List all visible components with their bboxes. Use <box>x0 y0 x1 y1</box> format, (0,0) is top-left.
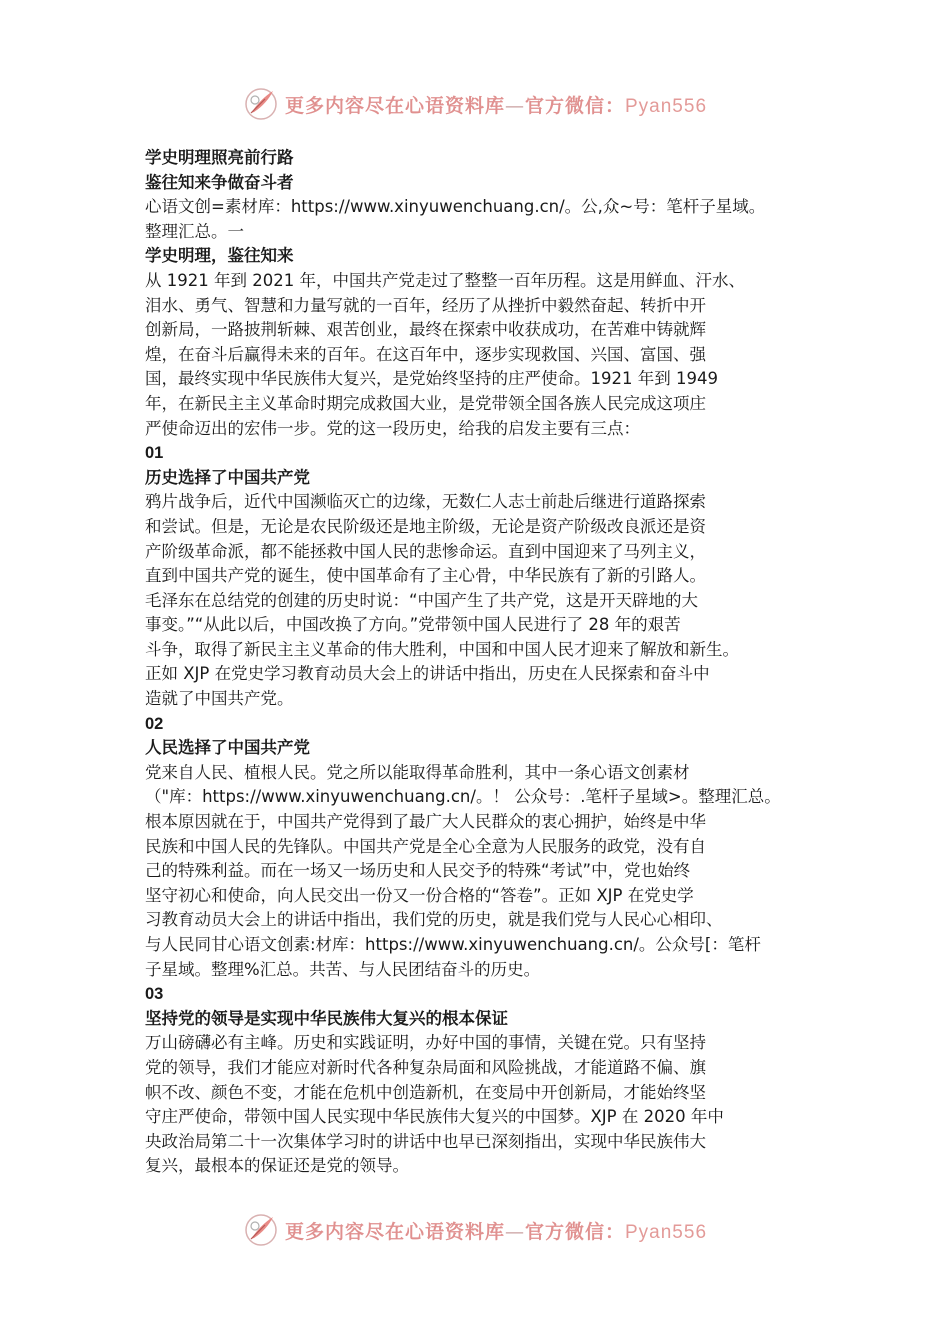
text-line: 整理汇总。一 <box>145 221 244 241</box>
text-line: 守庄严使命，带领中国人民实现中华民族伟大复兴的中国梦。XJP 在 2020 年中 <box>145 1107 724 1127</box>
banner-official-text: 官方微信： <box>524 1220 625 1243</box>
text-line: （"库：https://www.xinyuwenchuang.cn/。！ 公众号：.笔杆子星域>。整理汇总。 <box>145 787 781 807</box>
text-line: 造就了中国共产党。 <box>145 689 294 709</box>
header-banner <box>0 84 950 124</box>
text-line: 帜不改、颜色不变，才能在危机中创造新机，在变局中开创新局，才能始终坚 <box>145 1082 706 1102</box>
text-line: 子星域。整理%汇总。共苦、与人民团结奋斗的历史。 <box>145 959 541 979</box>
heading-line: 学史明理，鉴往知来 <box>145 246 294 266</box>
text-line: 心语文创=素材库：https://www.xinyuwenchuang.cn/。公,众~号：笔杆子星域。 <box>145 197 766 217</box>
banner-main-text: 更多内容尽在心语资料库 <box>284 1220 505 1243</box>
text-line: 鸦片战争后，近代中国濒临灭亡的边缘，无数仁人志士前赴后继进行道路探索 <box>145 492 706 512</box>
heading-line: 历史选择了中国共产党 <box>145 467 310 487</box>
text-line: 斗争，取得了新民主主义革命的伟大胜利，中国和中国人民才迎来了解放和新生。 <box>145 639 739 659</box>
text-line: 习教育动员大会上的讲话中指出，我们党的历史，就是我们党与人民心心相印、 <box>145 910 723 930</box>
text-line: 毛泽东在总结党的创建的历史时说：“中国产生了共产党，这是开天辟地的大 <box>145 590 699 610</box>
text-line: 直到中国共产党的诞生，使中国革命有了主心骨，中华民族有了新的引路人。 <box>145 566 706 586</box>
heading-line: 01 <box>145 444 164 463</box>
text-line: 严使命迈出的宏伟一步。党的这一段历史，给我的启发主要有三点： <box>145 418 640 438</box>
banner-official-text: 官方微信： <box>524 94 625 117</box>
text-line: 从 1921 年到 2021 年，中国共产党走过了整整一百年历程。这是用鲜血、汗水、 <box>145 270 745 290</box>
heading-line: 学史明理照亮前行路 <box>145 148 294 167</box>
text-line: 产阶级革命派，都不能拯救中国人民的悲惨命运。直到中国迎来了马列主义， <box>145 541 706 561</box>
document-body <box>145 146 815 1179</box>
text-line: 和尝试。但是，无论是农民阶级还是地主阶级，无论是资产阶级改良派还是资 <box>145 516 706 536</box>
text-line: 事变。”“从此以后，中国改换了方向。”党带领中国人民进行了 28 年的艰苦 <box>145 615 681 635</box>
heading-line: 02 <box>145 714 164 733</box>
text-line: 万山磅礴必有主峰。历史和实践证明，办好中国的事情，关键在党。只有坚持 <box>145 1033 706 1053</box>
quill-logo-icon <box>243 86 279 122</box>
quill-logo-icon <box>243 1212 279 1248</box>
footer-banner <box>0 1210 950 1250</box>
banner-wechat-id: Pyan556 <box>625 95 708 117</box>
text-line: 民族和中国人民的先锋队。中国共产党是全心全意为人民服务的政党，没有自 <box>145 836 706 856</box>
heading-line: 03 <box>145 985 164 1004</box>
text-line: 复兴，最根本的保证还是党的领导。 <box>145 1156 409 1176</box>
text-line: 正如 XJP 在党史学习教育动员大会上的讲话中指出，历史在人民探索和奋斗中 <box>145 664 710 684</box>
heading-line: 坚持党的领导是实现中华民族伟大复兴的根本保证 <box>145 1008 508 1028</box>
banner-separator: — <box>504 94 525 117</box>
text-line: 己的特殊利益。而在一场又一场历史和人民交予的特殊“考试”中，党也始终 <box>145 861 691 881</box>
banner-main-text: 更多内容尽在心语资料库 <box>284 94 505 117</box>
heading-line: 鉴往知来争做奋斗者 <box>145 172 294 192</box>
text-line: 煌，在奋斗后赢得未来的百年。在这百年中，逐步实现救国、兴国、富国、强 <box>145 344 706 364</box>
text-line: 泪水、勇气、智慧和力量写就的一百年，经历了从挫折中毅然奋起、转折中开 <box>145 295 706 315</box>
heading-line: 人民选择了中国共产党 <box>145 738 310 758</box>
text-line: 央政治局第二十一次集体学习时的讲话中也早已深刻指出，实现中华民族伟大 <box>145 1131 706 1151</box>
text-line: 党的领导，我们才能应对新时代各种复杂局面和风险挑战，才能道路不偏、旗 <box>145 1057 706 1077</box>
text-line: 党来自人民、植根人民。党之所以能取得革命胜利，其中一条心语文创素材 <box>145 762 690 782</box>
text-line: 坚守初心和使命，向人民交出一份又一份合格的“答卷”。正如 XJP 在党史学 <box>145 885 694 905</box>
text-line: 国，最终实现中华民族伟大复兴，是党始终坚持的庄严使命。1921 年到 1949 <box>145 369 718 389</box>
text-line: 年，在新民主主义革命时期完成救国大业，是党带领全国各族人民完成这项庄 <box>145 393 706 413</box>
text-line: 与人民同甘心语文创素:材库：https://www.xinyuwenchuang.cn/。公众号[：笔杆 <box>145 935 761 954</box>
text-line: 根本原因就在于，中国共产党得到了最广大人民群众的衷心拥护，始终是中华 <box>145 812 706 832</box>
text-line: 创新局，一路披荆斩棘、艰苦创业，最终在探索中收获成功，在苦难中铸就辉 <box>145 320 706 340</box>
banner-wechat-id: Pyan556 <box>625 1221 708 1243</box>
banner-separator: — <box>504 1220 525 1243</box>
